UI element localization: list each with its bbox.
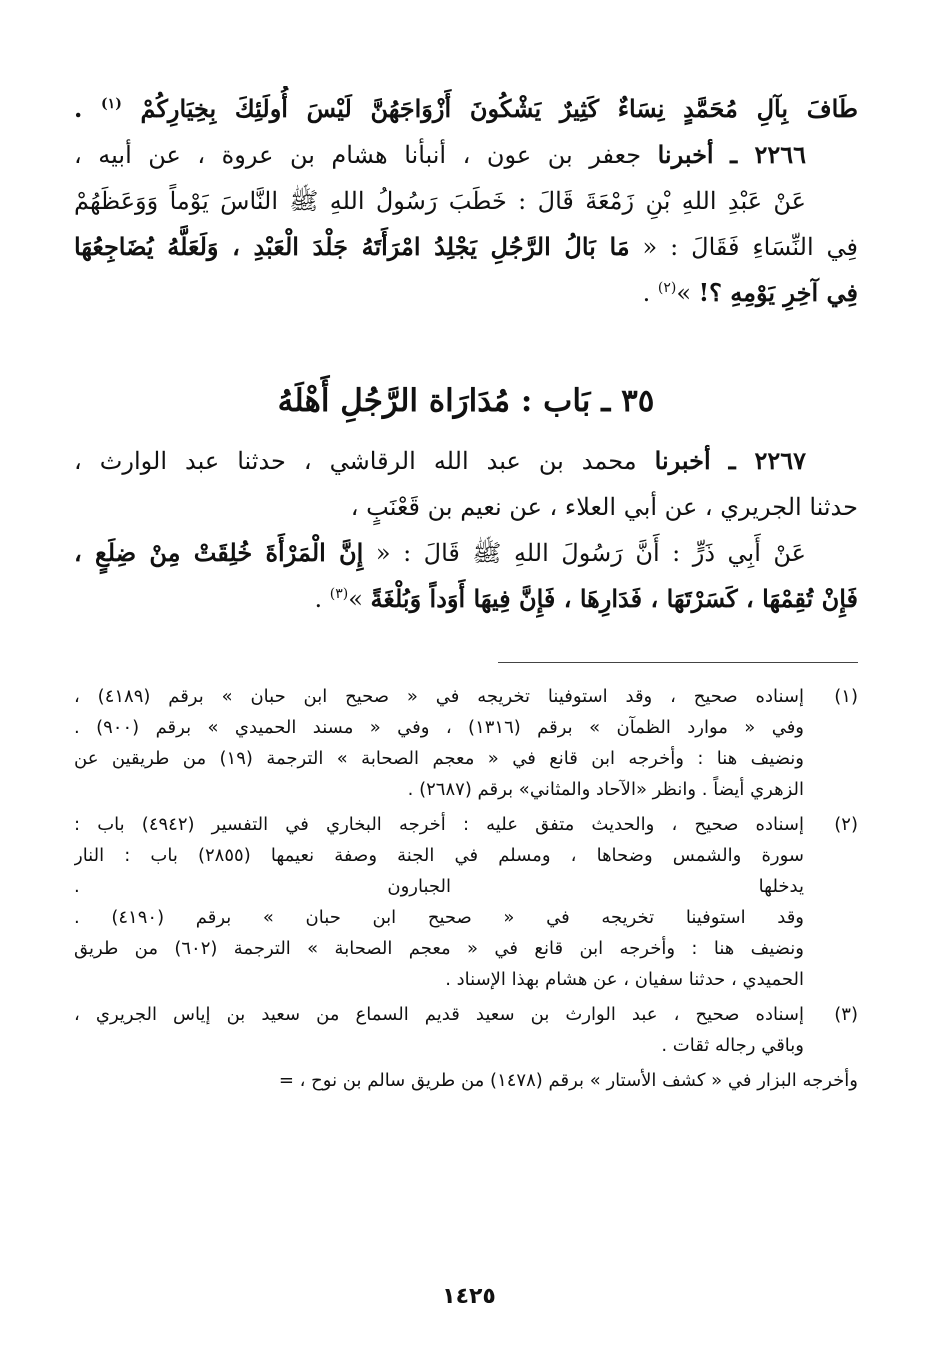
footnote-line: سورة والشمس وضحاها ، ومسلم في الجنة وصفة نعيمها (٢٨٥٥) باب : النار (74, 845, 804, 866)
footnote-number: (١) (834, 686, 858, 707)
punctuation: . (74, 94, 102, 123)
hadith-2265-ending (74, 86, 858, 132)
footnote-line: وفي « موارد الظمآن » برقم (١٣١٦) ، وفي « مسند الحميدي » برقم (٩٠٠) . (74, 717, 804, 738)
matn-text: فِي النِّسَاءِ فَقَالَ : « (629, 233, 858, 261)
hadith-2266-matn-line-2 (74, 224, 858, 270)
footnote-line: يدخلها الجبارون . (74, 876, 804, 897)
prophetic-saying: مَا بَالُ الرَّجُلِ يَجْلِدُ امْرَأَتَهُ جَلْدَ الْعَبْدِ ، وَلَعَلَّهُ يُضَاجِعُهَا (74, 232, 630, 261)
footnote-3 (74, 999, 858, 1061)
hadith-number: ٢٢٦٧ ـ (728, 446, 806, 475)
page-number: ١٤٢٥ (442, 1284, 496, 1309)
footnote-continuation (74, 1065, 858, 1096)
isnad-text: حدثنا الجريري ، عن أبي العلاء ، عن نعيم بن قَعْنَبٍ ، (350, 493, 858, 521)
isnad-text: محمد بن عبد الله الرقاشي ، حدثنا عبد الوارث ، (74, 447, 655, 475)
footnote-1 (74, 681, 858, 805)
footnote-marker-2: (٢) (657, 280, 677, 296)
hadith-2265-text: طَافَ بِآلِ مُحَمَّدٍ نِسَاءٌ كَثِيرٌ يَشْكُونَ أَزْوَاجَهُنَّ لَيْسَ أُولَئِكَ بِخِيَارِكُمْ (140, 94, 858, 123)
quote-close: » (676, 279, 699, 307)
isnad-keyword: أخبرنا (657, 140, 714, 169)
isnad-text: جعفر بن عون ، أنبأنا هشام بن عروة ، عن أبيه ، (74, 141, 658, 169)
hadith-2266-matn-line-1 (74, 178, 858, 224)
footnote-line: إسناده صحيح ، وقد استوفينا تخريجه في « صحيح ابن حبان » برقم (٤١٨٩) ، (74, 686, 804, 707)
hadith-2266-matn-line-3 (74, 270, 858, 316)
prophetic-saying: إِنَّ الْمَرْأَةَ خُلِقَتْ مِنْ ضِلَعٍ ، (74, 538, 364, 567)
footnote-continuation-text: وأخرجه البزار في « كشف الأستار » برقم (١٤٧٨) من طريق سالم بن نوح ، = (278, 1070, 858, 1091)
quote-close: » (348, 585, 371, 613)
footnote-line: الحميدي ، حدثنا سفيان ، عن هشام بهذا الإسناد . (445, 969, 804, 990)
footnote-line: إسناده صحيح ، عبد الوارث بن سعيد قديم السماع من سعيد بن إياس الجريري ، (74, 1004, 804, 1025)
footnote-marker-1: (١) (101, 96, 122, 112)
matn-text: عَنْ أَبِي ذَرٍّ : أَنَّ رَسُولَ اللهِ ﷺ قَالَ : « (363, 539, 807, 567)
footnote-number: (٢) (834, 814, 858, 835)
hadith-number: ٢٢٦٦ ـ (730, 140, 806, 169)
hadith-2267-isnad-line-2 (74, 484, 858, 530)
footnote-line: وباقي رجاله ثقات . (661, 1035, 804, 1056)
footnote-divider (498, 662, 858, 663)
footnote-marker-3: (٣) (329, 586, 349, 602)
hadith-2266-isnad (74, 132, 858, 178)
prophetic-saying: فَإِنْ تُقِمْهَا ، كَسَرْتَهَا ، فَدَارِهَا ، فَإِنَّ فِيهَا أَوَداً وَبُلْغَةً (370, 584, 858, 613)
hadith-2267-isnad-line-1 (74, 438, 858, 484)
footnote-line: ونضيف هنا : وأخرجه ابن قانع في « معجم الصحابة » الترجمة (١٩) من طريقين عن (74, 748, 804, 769)
punctuation: . (314, 585, 330, 613)
footnotes-section (74, 681, 858, 1061)
footnote-line: وقد استوفينا تخريجه في « صحيح ابن حبان » برقم (٤١٩٠) . (74, 907, 804, 928)
hadith-2267-matn-line-2 (74, 576, 858, 622)
footnote-number: (٣) (834, 1004, 858, 1025)
punctuation: . (642, 279, 658, 307)
hadith-2267-matn-line-1 (74, 530, 858, 576)
footnote-line: ونضيف هنا : وأخرجه ابن قانع في « معجم الصحابة » الترجمة (٦٠٢) من طريق (74, 938, 804, 959)
footnote-2 (74, 809, 858, 995)
matn-text: عَنْ عَبْدِ اللهِ بْنِ زَمْعَةَ قَالَ : خَطَبَ رَسُولُ اللهِ ﷺ النَّاسَ يَوْماً وَوَعَظَهُمْ (74, 187, 806, 215)
isnad-keyword: أخبرنا (654, 446, 711, 475)
footnote-line: إسناده صحيح ، والحديث متفق عليه : أخرجه البخاري في التفسير (٤٩٤٢) باب : (74, 814, 804, 835)
prophetic-saying: فِي آخِرِ يَوْمِهِ ؟! (698, 278, 858, 307)
chapter-heading: ٣٥ ـ بَاب : مُدَارَاة الرَّجُلِ أَهْلَهُ (277, 383, 655, 419)
footnote-line: الزهري أيضاً . وانظر «الآحاد والمثاني» برقم (٢٦٨٧) . (407, 779, 804, 800)
